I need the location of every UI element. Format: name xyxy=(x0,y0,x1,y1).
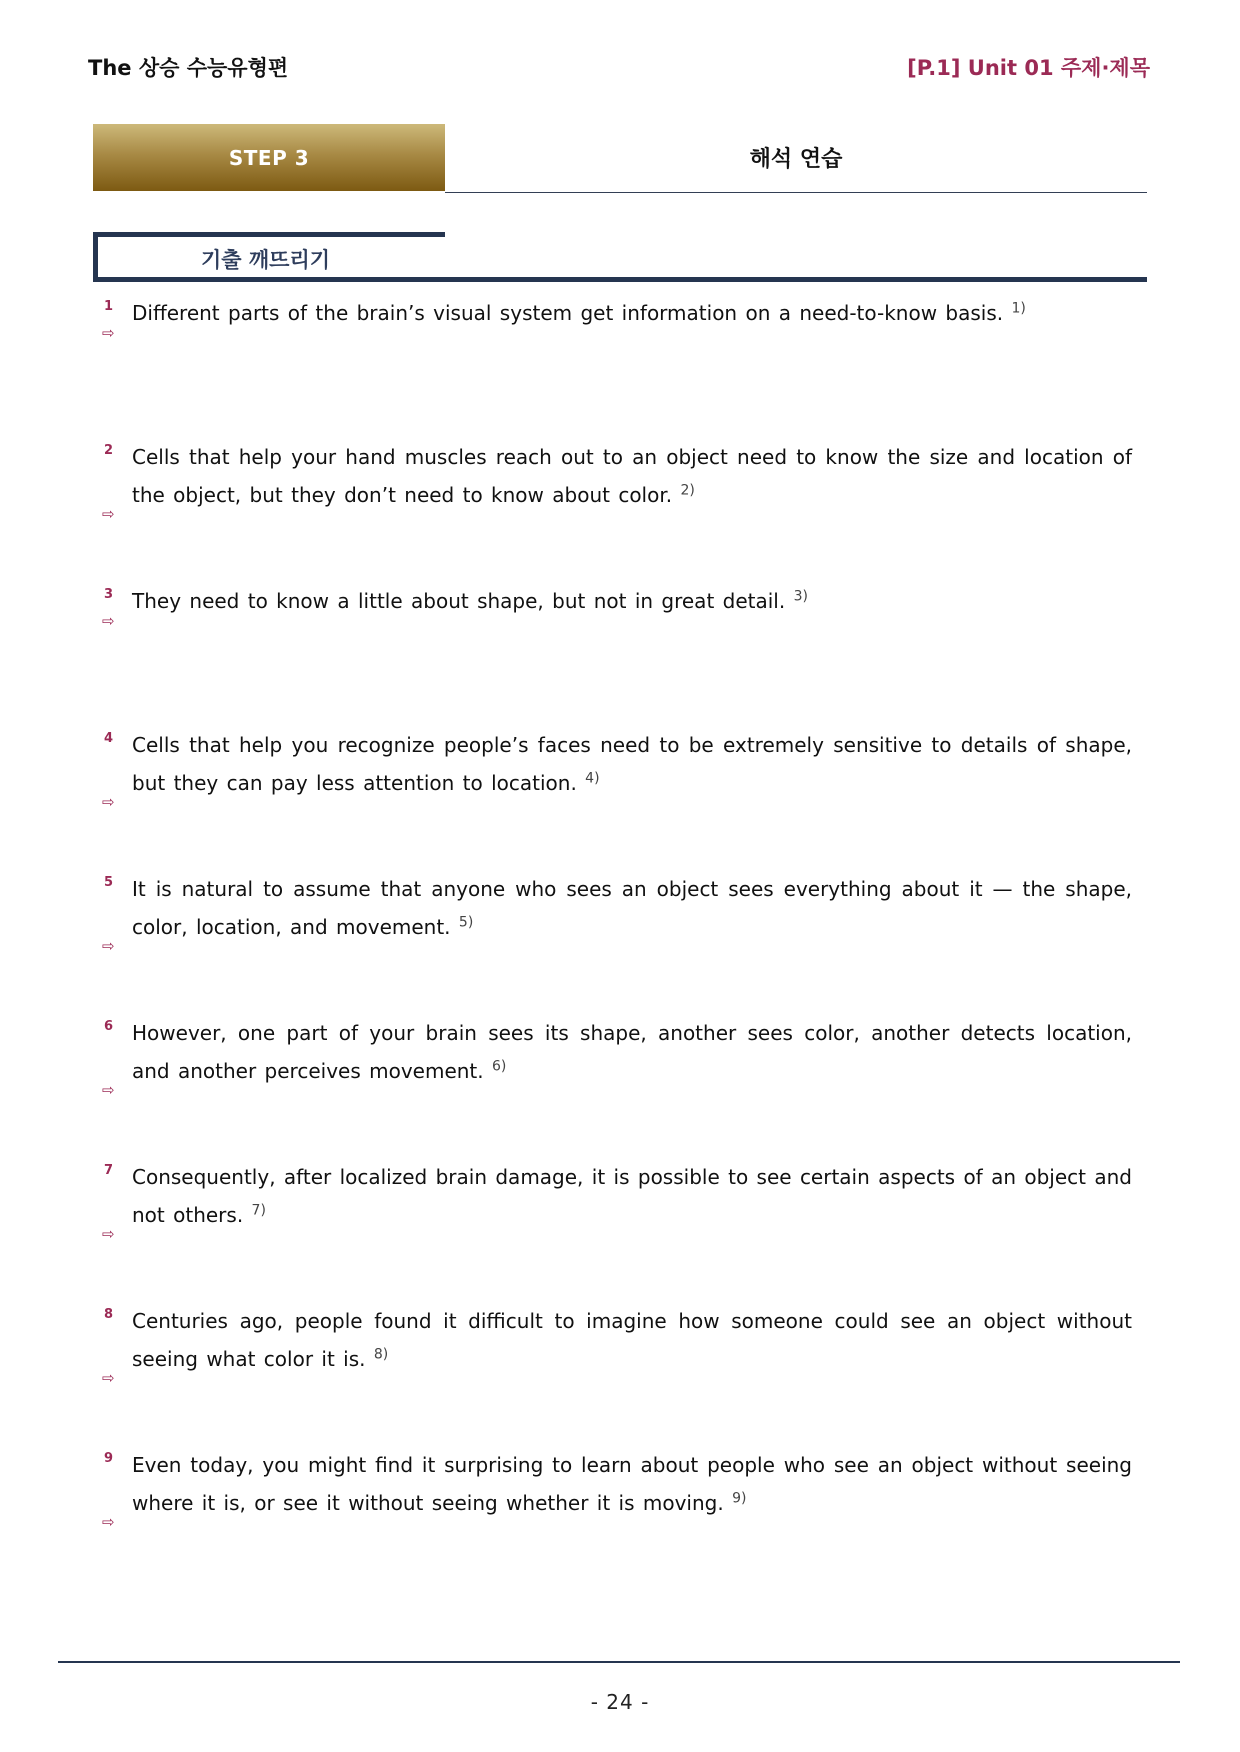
step-underline xyxy=(445,192,1147,193)
answer-arrow-icon: ⇨ xyxy=(102,612,115,630)
section-header-bottom-rule xyxy=(93,277,1147,282)
sentence-number: 9 xyxy=(104,1451,114,1466)
sentence-body: Cells that help you recognize people’s faces need to be extremely sensitive to details of shape, but they can pay less attention to location. xyxy=(132,733,1132,795)
answer-arrow-icon: ⇨ xyxy=(102,793,115,811)
sentence-number: 6 xyxy=(104,1019,114,1034)
sentence-item xyxy=(104,1303,1134,1447)
footnote-ref: 4) xyxy=(585,769,600,786)
sentence-number: 8 xyxy=(104,1307,114,1322)
sentence-text xyxy=(132,583,1132,621)
answer-arrow-icon: ⇨ xyxy=(102,324,115,342)
sentence-item xyxy=(104,1159,1134,1303)
section-header xyxy=(93,232,1147,282)
answer-arrow-icon: ⇨ xyxy=(102,1513,115,1531)
sentence-text xyxy=(132,1015,1132,1090)
sentence-body: However, one part of your brain sees its shape, another sees color, another detects location, and another perceives movement. xyxy=(132,1021,1132,1083)
page-number: - 24 - xyxy=(590,1690,650,1714)
sentence-text xyxy=(132,1447,1132,1522)
footnote-ref: 5) xyxy=(458,913,474,930)
page-header xyxy=(88,52,1150,88)
footer-rule xyxy=(58,1661,1180,1663)
sentence-item xyxy=(104,871,1134,1015)
footnote-ref: 3) xyxy=(793,588,808,605)
sentence-number: 2 xyxy=(104,443,114,458)
sentence-number: 7 xyxy=(104,1163,114,1178)
sentence-body: Different parts of the brain’s visual system get information on a need-to-know basis. xyxy=(132,301,1004,325)
sentence-number: 5 xyxy=(104,875,114,890)
sentence-text xyxy=(132,295,1132,333)
sentence-item xyxy=(104,1447,1134,1591)
section-title: 기출 깨뜨리기 xyxy=(201,248,331,272)
unit-label: [P.1] Unit 01 주제·제목 xyxy=(907,56,1150,80)
sentence-text xyxy=(132,727,1132,802)
sentence-item xyxy=(104,439,1134,583)
book-title: The 상승 수능유형편 xyxy=(88,56,289,80)
sentence-number: 4 xyxy=(104,731,114,746)
section-header-top-rule xyxy=(93,232,445,237)
footnote-ref: 1) xyxy=(1011,300,1026,317)
sentence-number: 3 xyxy=(104,587,114,602)
sentence-item xyxy=(104,583,1134,727)
sentence-number: 1 xyxy=(104,299,114,314)
sentence-list xyxy=(104,295,1134,1591)
sentence-text xyxy=(132,1159,1132,1234)
footnote-ref: 8) xyxy=(373,1345,389,1362)
sentence-body: Even today, you might find it surprising to learn about people who see an object without seeing where it is, or see it without seeing whether it is moving. xyxy=(132,1453,1132,1515)
answer-arrow-icon: ⇨ xyxy=(102,937,115,955)
answer-arrow-icon: ⇨ xyxy=(102,1369,115,1387)
sentence-body: They need to know a little about shape, but not in great detail. xyxy=(132,589,786,613)
section-header-left-rule xyxy=(93,232,98,282)
step-label: STEP 3 xyxy=(93,124,445,191)
sentence-body: Centuries ago, people found it difficult to imagine how someone could see an object without seeing what color it is. xyxy=(132,1309,1132,1371)
step-title: 해석 연습 xyxy=(749,147,843,172)
sentence-item xyxy=(104,727,1134,871)
footnote-ref: 2) xyxy=(680,481,695,498)
sentence-item xyxy=(104,295,1134,439)
footnote-ref: 7) xyxy=(251,1201,266,1218)
answer-arrow-icon: ⇨ xyxy=(102,1225,115,1243)
sentence-text xyxy=(132,871,1132,946)
sentence-body: It is natural to assume that anyone who sees an object sees everything about it — the shape, color, location, and movement. xyxy=(132,877,1132,939)
sentence-text xyxy=(132,1303,1132,1378)
footnote-ref: 9) xyxy=(732,1489,747,1506)
sentence-item xyxy=(104,1015,1134,1159)
footnote-ref: 6) xyxy=(492,1057,507,1074)
sentence-text xyxy=(132,439,1132,514)
sentence-body: Consequently, after localized brain damage, it is possible to see certain aspects of an object and not others. xyxy=(132,1165,1132,1227)
answer-arrow-icon: ⇨ xyxy=(102,505,115,523)
sentence-body: Cells that help your hand muscles reach out to an object need to know the size and location of the object, but they don’t need to know about color. xyxy=(132,445,1132,507)
step-banner xyxy=(93,124,1147,193)
answer-arrow-icon: ⇨ xyxy=(102,1081,115,1099)
